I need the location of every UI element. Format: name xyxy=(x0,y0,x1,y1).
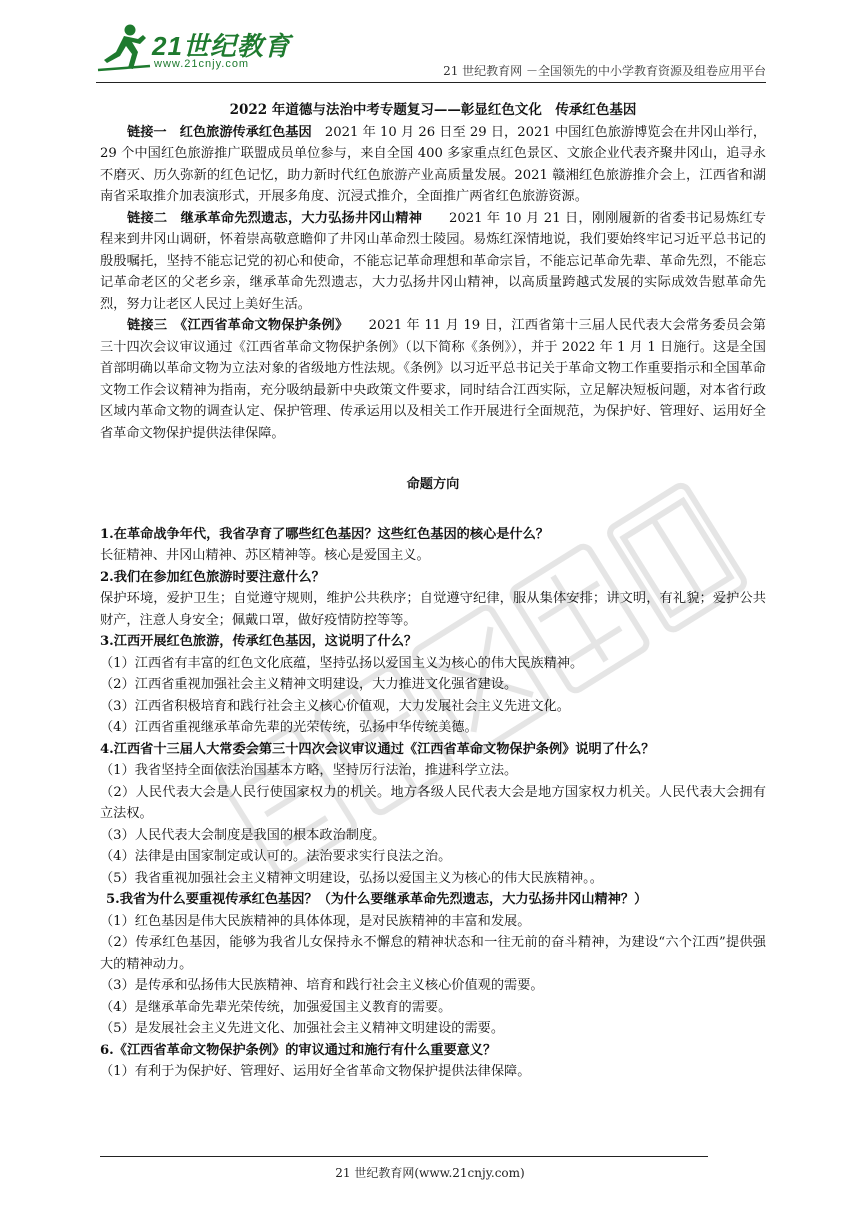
answer-2-1: 保护环境，爱护卫生；自觉遵守规则，维护公共秩序；自觉遵守纪律，服从集体安排；讲文明，有礼貌；爱护公共财产，注意人身安全；佩戴口罩，做好疫情防控等等。 xyxy=(100,591,766,628)
answer-5-4: （4）是继承革命先辈光荣传统，加强爱国主义教育的需要。 xyxy=(100,999,452,1015)
running-person-icon xyxy=(96,22,152,74)
document-title: 2022 年道德与法治中考专题复习——彰显红色文化 传承红色基因 xyxy=(229,102,637,118)
section-title: 命题方向 xyxy=(406,477,460,492)
site-logo xyxy=(96,20,316,78)
logo-url: www.21cnjy.com xyxy=(154,58,250,70)
page-header xyxy=(96,20,766,83)
answer-5-1: （1）红色基因是伟大民族精神的具体体现，是对民族精神的丰富和发展。 xyxy=(100,913,531,929)
footer-divider xyxy=(100,1156,708,1157)
answer-3-2: （2）江西省重视加强社会主义精神文明建设，大力推进文化强省建设。 xyxy=(100,677,518,692)
document-body xyxy=(100,100,766,1083)
answer-5-2: （2）传承红色基因，能够为我省儿女保持永不懈怠的精神状态和一往无前的奋斗精神，为建设“六个江西”提供强大的精神动力。 xyxy=(100,935,766,972)
answer-1-1: 长征精神、井冈山精神、苏区精神等。核心是爱国主义。 xyxy=(100,548,430,563)
question-4: 4.江西省十三届人大常委会第三十四次会议审议通过《江西省革命文物保护条例》说明了什么？ xyxy=(100,741,655,757)
link-2 xyxy=(100,208,766,316)
answer-4-3: （3）人民代表大会制度是我国的根本政治制度。 xyxy=(100,827,386,843)
link-1-text: 2021 年 10 月 26 日至 29 日，2021 中国红色旅游博览会在井冈山举行，29 个中国红色旅游推广联盟成员单位参与，来自全国 400 多家重点红色景区、文旅企业代表齐聚井冈山，追寻永不磨灭、历久弥新的红色记忆，助力新时代红色旅游产业高质量发展。2021 赣湘红色旅游推介会上，江西省和湖南省采取推介加表演形式，开展多角度、沉浸式推介，全面推广两省红色旅游资源。 xyxy=(100,124,767,204)
link-1-heading: 链接一 红色旅游传承红色基因 xyxy=(127,124,312,140)
link-3-heading: 链接三 《江西省革命文物保护条例》 xyxy=(127,318,342,333)
logo-text: 21世纪教育 xyxy=(152,31,291,61)
page-footer: 21 世纪教育网(www.21cnjy.com) xyxy=(335,1166,525,1180)
site-info: 21 世纪教育网 －全国领先的中小学教育资源及组卷应用平台 xyxy=(443,64,766,78)
answer-3-3: （3）江西省积极培育和践行社会主义核心价值观，大力发展社会主义先进文化。 xyxy=(100,698,570,714)
answer-6-1: （1）有利于为保护好、管理好、运用好全省革命文物保护提供法律保障。 xyxy=(100,1064,531,1079)
answer-4-2: （2）人民代表大会是人民行使国家权力的机关。地方各级人民代表大会是地方国家权力机关。人民代表大会拥有立法权。 xyxy=(100,784,766,821)
question-2: 2.我们在参加红色旅游时要注意什么？ xyxy=(100,569,325,585)
answer-5-3: （3）是传承和弘扬伟大民族精神、培育和践行社会主义核心价值观的需要。 xyxy=(100,978,544,993)
link-2-text: 2021 年 10 月 21 日，刚刚履新的省委书记易炼红专程来到井冈山调研，怀着崇高敬意瞻仰了井冈山革命烈士陵园。易炼红深情地说，我们要始终牢记习近平总书记的殷殷嘱托，坚持不能忘记党的初心和使命，不能忘记革命理想和革命宗旨，不能忘记革命先辈、革命先烈，不能忘记革命老区的父老乡亲，继承革命先烈遗志，大力弘扬井冈山精神，以高质量跨越式发展的实际成效告慰革命先烈，努力让老区人民过上美好生活。 xyxy=(100,210,766,312)
answer-4-1: （1）我省坚持全面依法治国基本方略，坚持厉行法治，推进科学立法。 xyxy=(100,763,518,778)
answer-4-4: （4）法律是由国家制定或认可的。法治要求实行良法之治。 xyxy=(100,849,452,864)
question-1: 1.在革命战争年代，我省孕育了哪些红色基因？这些红色基因的核心是什么？ xyxy=(100,526,549,542)
question-3: 3.江西开展红色旅游，传承红色基因，这说明了什么？ xyxy=(100,634,418,649)
question-6: 6.《江西省革命文物保护条例》的审议通过和施行有什么重要意义？ xyxy=(100,1042,497,1058)
question-5: 5.我省为什么要重视传承红色基因？（为什么要继承革命先烈遗志，大力弘扬井冈山精神？） xyxy=(106,892,648,907)
link-3-text: 2021 年 11 月 19 日，江西省第十三届人民代表大会常务委员会第三十四次会议审议通过《江西省革命文物保护条例》（以下简称《条例》），并于 2022 年 1 月 1 日施行。这是全国首部明确以革命文物为立法对象的省级地方性法规。《条例》以习近平总书记关于革命文物工作重要指示和全国革命文物工作会议精神为指南，充分吸纳最新中央政策文件要求，同时结合江西实际，立足解决短板问题，对本省行政区域内革命文物的调查认定、保护管理、传承运用以及相关工作开展进行全面规范，为保护好、管理好、运用好全省革命文物保护提供法律保障。 xyxy=(100,318,766,441)
link-2-heading: 链接二 继承革命先烈遗志，大力弘扬井冈山精神 xyxy=(127,210,423,226)
answer-3-4: （4）江西省重视继承革命先辈的光荣传统，弘扬中华传统美德。 xyxy=(100,720,478,735)
link-1 xyxy=(100,122,766,208)
link-3 xyxy=(100,315,766,444)
answer-4-5: （5）我省重视加强社会主义精神文明建设，弘扬以爱国主义为核心的伟大民族精神。。 xyxy=(100,870,603,886)
answer-3-1: （1）江西省有丰富的红色文化底蕴，坚持弘扬以爱国主义为核心的伟大民族精神。 xyxy=(100,655,584,671)
answer-5-5: （5）是发展社会主义先进文化、加强社会主义精神文明建设的需要。 xyxy=(100,1021,505,1036)
